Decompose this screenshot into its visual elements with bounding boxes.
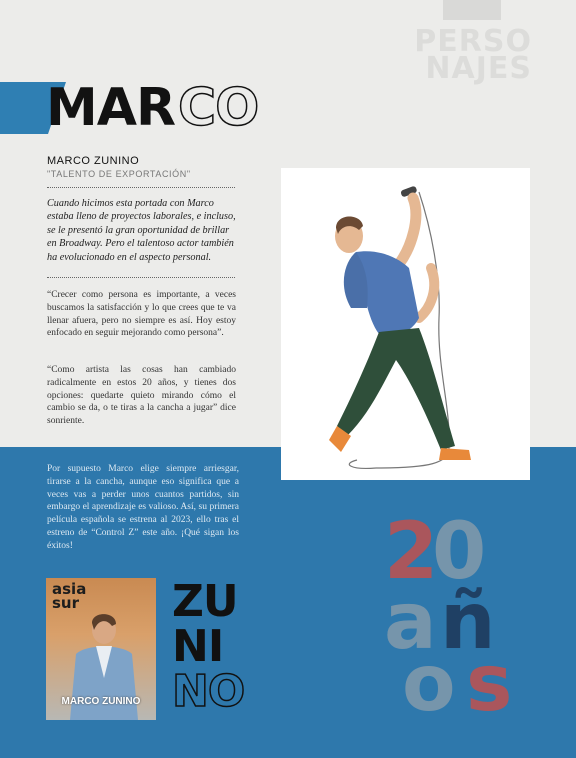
section-tag bbox=[414, 24, 532, 86]
top-tab-stub bbox=[443, 0, 501, 20]
anniv-letter-s: s bbox=[466, 639, 513, 712]
quote-paragraph-1: “Crecer como persona es importante, a veces buscamos la satisfacción y lo que crees que te va llenar afuera, pero no siempre es así. Hoy estoy enfocado en seguir mejorando como persona”. bbox=[47, 290, 236, 339]
page-title-solid: MAR bbox=[46, 78, 176, 138]
big-name-line2: NI bbox=[172, 621, 224, 672]
singer-illustration bbox=[281, 168, 530, 480]
person-subtitle: "TALENTO DE EXPORTACIÓN" bbox=[47, 169, 191, 179]
section-tag-line2: NAJES bbox=[425, 51, 532, 86]
cover-logo-line1: asia bbox=[52, 580, 87, 598]
magazine-cover bbox=[46, 578, 156, 720]
person-name: MARCO ZUNINO bbox=[47, 155, 140, 167]
divider-top bbox=[47, 187, 235, 188]
big-name-line3: NO bbox=[172, 666, 245, 717]
anniv-digit-0: 0 bbox=[432, 512, 487, 597]
anniv-letter-a: a bbox=[384, 577, 437, 667]
divider-middle bbox=[47, 277, 235, 278]
cover-name: MARCO ZUNINO bbox=[61, 696, 141, 707]
page-title-outline: CO bbox=[178, 78, 259, 138]
anniv-letter-o: o bbox=[402, 639, 456, 712]
closing-paragraph: Por supuesto Marco elige siempre arriesgar, tirarse a la cancha, aunque eso significa que a veces vas a perder unos cuantos partidos, sin embargo el aprendizaje es valioso. Así, su primera película española se estrena al 2023, ello tras el estreno de “Control Z” este año. ¡Qué sigan los éxitos! bbox=[47, 464, 239, 551]
anniv-letter-n: ñ bbox=[440, 577, 496, 667]
section-tag-line1: PERSO bbox=[414, 24, 532, 59]
big-name-line1: ZU bbox=[172, 576, 238, 627]
anniv-digit-2: 2 bbox=[384, 512, 439, 597]
title-accent-band bbox=[0, 82, 48, 134]
anniversary-graphic bbox=[380, 512, 540, 712]
portrait-photo bbox=[281, 168, 530, 480]
quote-paragraph-2: “Como artista las cosas han cambiado radicalmente en estos 20 años, y tienes dos opciones: quedarte quieto mirando cómo el cambio se da, o te tiras a la cancha a jugar” dice sonriente. bbox=[47, 365, 236, 427]
cover-logo-line2: sur bbox=[52, 594, 80, 612]
intro-paragraph: Cuando hicimos esta portada con Marco estaba lleno de proyectos laborales, e incluso, se le presentó la gran oportunidad de brillar en Broadway. Pero el talentoso actor también ha evolucionado en el aspecto personal. bbox=[47, 198, 236, 263]
